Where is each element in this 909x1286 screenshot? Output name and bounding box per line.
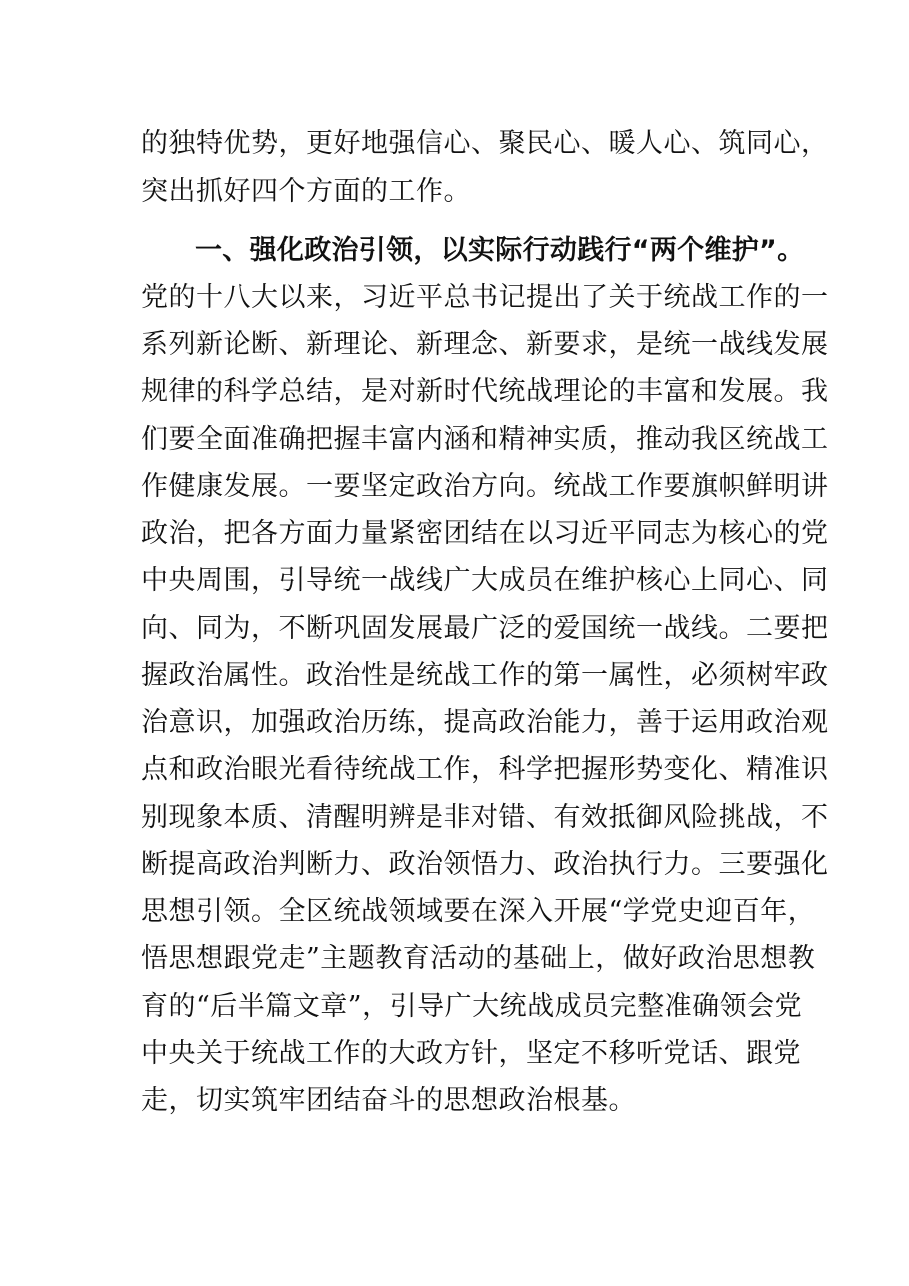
body-line-7: 中央周围，引导统一战线广大成员在维护核心上同心、同 [141, 565, 829, 596]
section-heading: 一、强化政治引领，以实际行动践行“两个维护”。 [195, 235, 805, 266]
body-line-15: 悟思想跟党走”主题教育活动的基础上，做好政治思想教 [141, 943, 816, 974]
body-line-16: 育的“后半篇文章”，引导广大统战成员完整准确领会党 [141, 991, 803, 1022]
body-line-8: 向、同为，不断巩固发展最广泛的爱国统一战线。二要把 [141, 613, 829, 644]
body-line-14: 思想引领。全区统战领域要在深入开展“学党史迎百年， [141, 896, 816, 927]
body-line-10: 治意识，加强政治历练，提高政治能力，善于运用政治观 [141, 707, 829, 738]
body-line-2: 系列新论断、新理论、新理念、新要求，是统一战线发展 [141, 329, 829, 360]
body-line-13: 断提高政治判断力、政治领悟力、政治执行力。三要强化 [141, 849, 829, 880]
body-line-17: 中央关于统战工作的大政方针，坚定不移听党话、跟党 [141, 1038, 801, 1069]
intro-line-1: 的独特优势，更好地强信心、聚民心、暖人心、筑同心， [141, 128, 829, 159]
body-line-1: 党的十八大以来，习近平总书记提出了关于统战工作的一 [141, 282, 829, 313]
intro-line-2: 突出抓好四个方面的工作。 [141, 176, 471, 207]
body-line-9: 握政治属性。政治性是统战工作的第一属性，必须树牢政 [141, 660, 829, 691]
body-line-4: 们要全面准确把握丰富内涵和精神实质，推动我区统战工 [141, 424, 829, 455]
body-line-5: 作健康发展。一要坚定政治方向。统战工作要旗帜鲜明讲 [141, 471, 829, 502]
body-line-11: 点和政治眼光看待统战工作，科学把握形势变化、精准识 [141, 754, 829, 785]
body-line-12: 别现象本质、清醒明辨是非对错、有效抵御风险挑战，不 [141, 802, 829, 833]
body-line-6: 政治，把各方面力量紧密团结在以习近平同志为核心的党 [141, 518, 829, 549]
body-line-3: 规律的科学总结，是对新时代统战理论的丰富和发展。我 [141, 376, 829, 407]
body-line-18: 走，切实筑牢团结奋斗的思想政治根基。 [141, 1085, 636, 1116]
